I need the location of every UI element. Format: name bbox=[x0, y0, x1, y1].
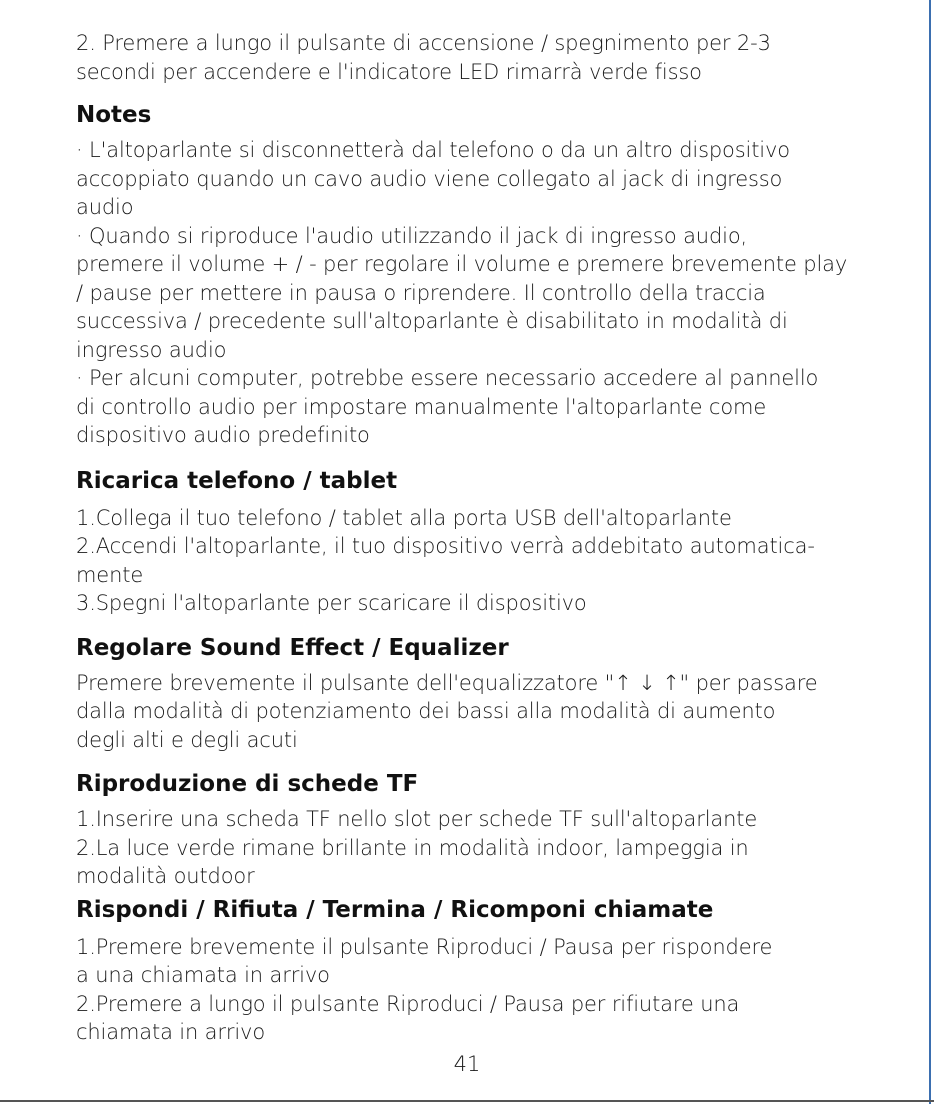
notes-line: · L'altoparlante si disconnetterà dal telefono o da un altro dispositivo bbox=[76, 138, 790, 162]
riproduzione-section bbox=[76, 769, 922, 891]
ricarica-line: mente bbox=[76, 562, 144, 587]
riproduzione-line: modalità outdoor bbox=[76, 864, 255, 888]
riproduzione-line: 1.Inserire una scheda TF nello slot per schede TF sull'altoparlante bbox=[76, 807, 758, 831]
regolare-line: Premere brevemente il pulsante dell'equalizzatore "↑ ↓ ↑" per passare bbox=[76, 670, 818, 695]
notes-line: · Quando si riproduce l'audio utilizzando il jack di ingresso audio, bbox=[76, 223, 748, 248]
notes-line: di controllo audio per impostare manualmente l'altoparlante come bbox=[76, 394, 767, 419]
rispondi-section bbox=[76, 895, 922, 1047]
riproduzione-heading: Riproduzione di schede TF bbox=[76, 771, 419, 797]
regolare-heading: Regolare Sound Effect / Equalizer bbox=[76, 634, 509, 661]
intro-section bbox=[76, 29, 922, 86]
notes-line: premere il volume + / - per regolare il volume e premere brevemente play bbox=[76, 252, 848, 276]
ricarica-section bbox=[76, 466, 922, 618]
regolare-section bbox=[76, 633, 922, 755]
notes-line: ingresso audio bbox=[76, 337, 227, 362]
riproduzione-line: 2.La luce verde rimane brillante in modalità indoor, lampeggia in bbox=[76, 835, 749, 860]
rispondi-heading: Rispondi / Rifiuta / Termina / Ricomponi chiamate bbox=[76, 896, 714, 923]
ricarica-line: 1.Collega il tuo telefono / tablet alla porta USB dell'altoparlante bbox=[76, 505, 732, 530]
intro-line: secondi per accendere e l'indicatore LED rimarrà verde fisso bbox=[76, 59, 702, 84]
rispondi-line: 2.Premere a lungo il pulsante Riproduci / Pausa per rifiutare una bbox=[76, 991, 740, 1016]
rispondi-line: 1.Premere brevemente il pulsante Riproduci / Pausa per rispondere bbox=[76, 934, 773, 959]
intro-line: 2. Premere a lungo il pulsante di accensione / spegnimento per 2-3 bbox=[76, 31, 771, 55]
regolare-line: degli alti e degli acuti bbox=[76, 727, 298, 752]
ricarica-line: 2.Accendi l'altoparlante, il tuo dispositivo verrà addebitato automatica- bbox=[76, 534, 815, 558]
notes-line: audio bbox=[76, 195, 134, 219]
rispondi-line: chiamata in arrivo bbox=[76, 1020, 266, 1044]
notes-line: · Per alcuni computer, potrebbe essere necessario accedere al pannello bbox=[76, 366, 819, 390]
page-number: 41 bbox=[453, 1052, 481, 1076]
page-content bbox=[76, 29, 922, 1047]
notes-heading: Notes bbox=[76, 102, 152, 128]
notes-line: dispositivo audio predefinito bbox=[76, 423, 370, 447]
bottom-border-line bbox=[0, 1100, 934, 1102]
rispondi-line: a una chiamata in arrivo bbox=[76, 963, 330, 987]
notes-line: / pause per mettere in pausa o riprendere. Il controllo della traccia bbox=[76, 280, 766, 305]
notes-line: successiva / precedente sull'altoparlante è disabilitato in modalità di bbox=[76, 309, 788, 333]
ricarica-line: 3.Spegni l'altoparlante per scaricare il dispositivo bbox=[76, 591, 587, 615]
ricarica-heading: Ricarica telefono / tablet bbox=[76, 467, 398, 494]
notes-line: accoppiato quando un cavo audio viene collegato al jack di ingresso bbox=[76, 166, 783, 191]
regolare-line: dalla modalità di potenziamento dei bassi alla modalità di aumento bbox=[76, 699, 776, 723]
notes-section bbox=[76, 100, 922, 450]
right-border-line bbox=[929, 0, 931, 1104]
